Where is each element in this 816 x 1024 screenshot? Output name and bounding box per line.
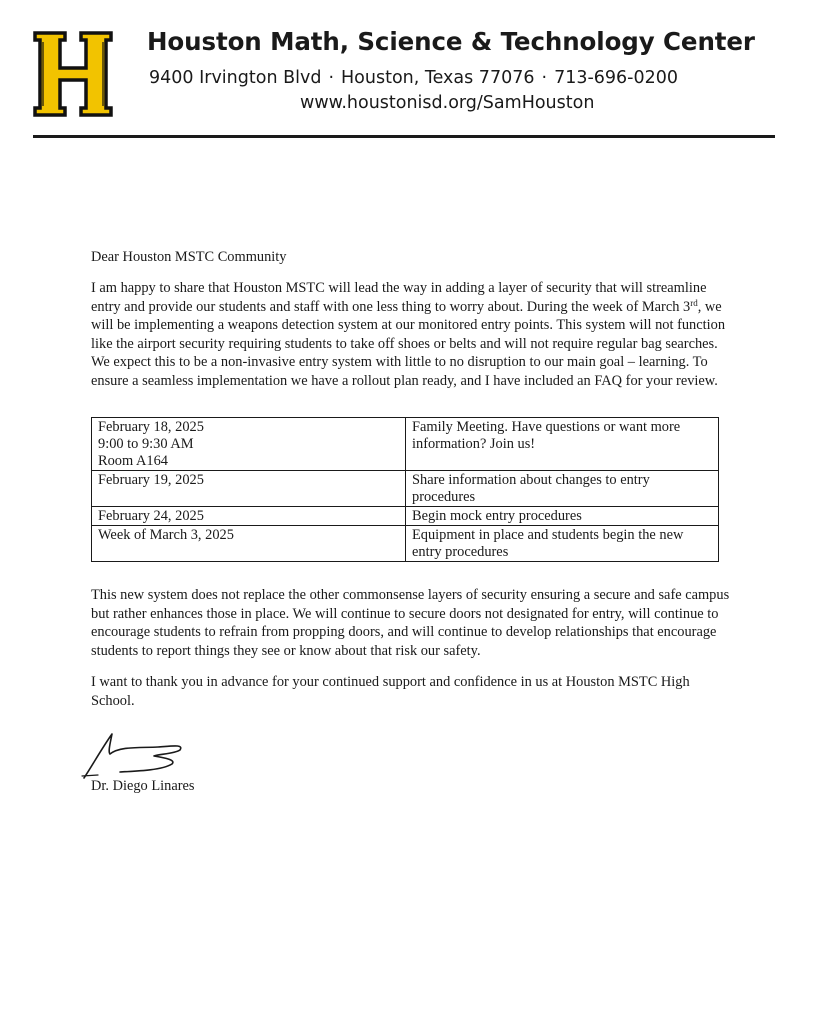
- intro-paragraph: I am happy to share that Houston MSTC will lead the way in adding a layer of security that will streamline entry and provide our students and staff with one less thing to worry about. During the week of March 3rd, we will be implementing a weapons detection system at our monitored entry points. This system will not function like the airport security requiring students to take off shoes or belts and will not require regular bag searches. We expect this to be a non-invasive entry system with little to no disruption to our main goal – learning. To ensure a seamless implementation we have a rollout plan ready, and I have included an FAQ for your review.: [91, 280, 726, 389]
- table-row: [92, 526, 719, 562]
- security-paragraph: This new system does not replace the other commonsense layers of security ensuring a secure and safe campus but rather enhances those in place. We will continue to secure doors not designated for entry, will continue to encourage students to refrain from propping doors, and will continue to develop relationships that encourage students to report things they see or know about that risk our safety.: [91, 587, 730, 659]
- signature: [80, 726, 200, 782]
- logo-h-shape: [35, 33, 111, 115]
- city-state-zip: Houston, Texas 77076: [341, 68, 535, 88]
- rollout-schedule-table: [91, 417, 719, 562]
- logo-letter: H: [32, 30, 33, 31]
- schedule-date-cell: February 18, 2025 9:00 to 9:30 AM Room A164: [92, 418, 406, 471]
- table-row: [92, 471, 719, 507]
- school-address: [149, 68, 749, 88]
- schedule-event-cell: Begin mock entry procedures: [406, 507, 719, 526]
- salutation: Dear Houston MSTC Community: [91, 249, 287, 265]
- school-logo: [32, 30, 114, 118]
- school-name: Houston Math, Science & Technology Center: [147, 27, 755, 56]
- signer-name: Dr. Diego Linares: [91, 778, 195, 794]
- website-url: www.houstonisd.org/SamHouston: [300, 93, 595, 113]
- schedule-date-cell: February 24, 2025: [92, 507, 406, 526]
- schedule-date-cell: Week of March 3, 2025: [92, 526, 406, 562]
- schedule-event-cell: Equipment in place and students begin the new entry procedures: [406, 526, 719, 562]
- ordinal-suffix: rd: [690, 297, 698, 308]
- header-divider: [33, 135, 775, 138]
- schedule-date-cell: February 19, 2025: [92, 471, 406, 507]
- phone-separator: ·: [541, 68, 548, 88]
- schedule-event-cell: Share information about changes to entry procedures: [406, 471, 719, 507]
- table-row: [92, 418, 719, 471]
- thanks-paragraph: I want to thank you in advance for your continued support and confidence in us at Houston MSTC High School.: [91, 674, 690, 709]
- phone-number: 713-696-0200: [554, 68, 679, 88]
- table-row: [92, 507, 719, 526]
- address-separator: ·: [328, 68, 335, 88]
- schedule-event-cell: Family Meeting. Have questions or want more information? Join us!: [406, 418, 719, 471]
- street-address: 9400 Irvington Blvd: [149, 68, 322, 88]
